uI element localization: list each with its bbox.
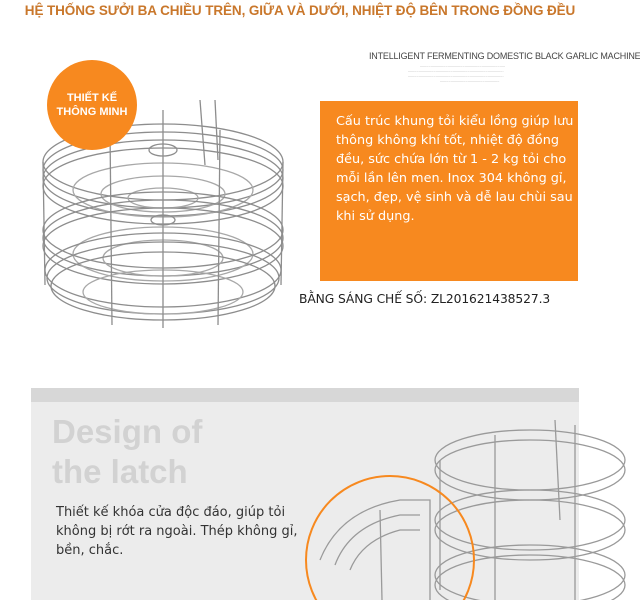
patent-number: BẰNG SÁNG CHẾ SỐ: ZL201621438527.3 [299, 292, 551, 306]
latch-title-line-2: the latch [52, 453, 188, 490]
banner-text: HỆ THỐNG SƯỞI BA CHIỀU TRÊN, GIỮA VÀ DƯỚI, NHIỆT ĐỘ BÊN TRONG ĐỒNG ĐỀU [24, 2, 576, 18]
tiny-spec-line: ················································································ [420, 65, 505, 69]
tiny-spec-line: ························································ [440, 80, 500, 84]
latch-rack-image [280, 400, 579, 600]
badge-line-1: THIẾT KẾ [66, 92, 118, 104]
latch-title [52, 412, 202, 492]
badge-line-2: THÔNG MINH [56, 106, 128, 118]
latch-title-line-1: Design of [52, 413, 203, 450]
smart-design-badge [47, 60, 137, 150]
machine-title: INTELLIGENT FERMENTING DOMESTIC BLACK GARLIC MACHINE [369, 51, 640, 61]
tiny-spec-line: ·························································································· [408, 70, 504, 74]
latch-description: Thiết kế khóa cửa độc đáo, giúp tỏi không bị rớt ra ngoài. Thép không gỉ, bền, chắc. [56, 505, 298, 558]
tiny-spec-line: ·························································································· [408, 75, 504, 79]
rack-description: Cấu trúc khung tỏi kiểu lồng giúp lưu thông không khí tốt, nhiệt độ đồng đều, sức chứa lớn từ 1 - 2 kg tỏi cho mỗi lần lên men. Inox 304 không gỉ, sạch, đẹp, vệ sinh và dễ lau chùi sau khi sử dụng. [336, 114, 574, 224]
top-banner [0, 0, 600, 20]
